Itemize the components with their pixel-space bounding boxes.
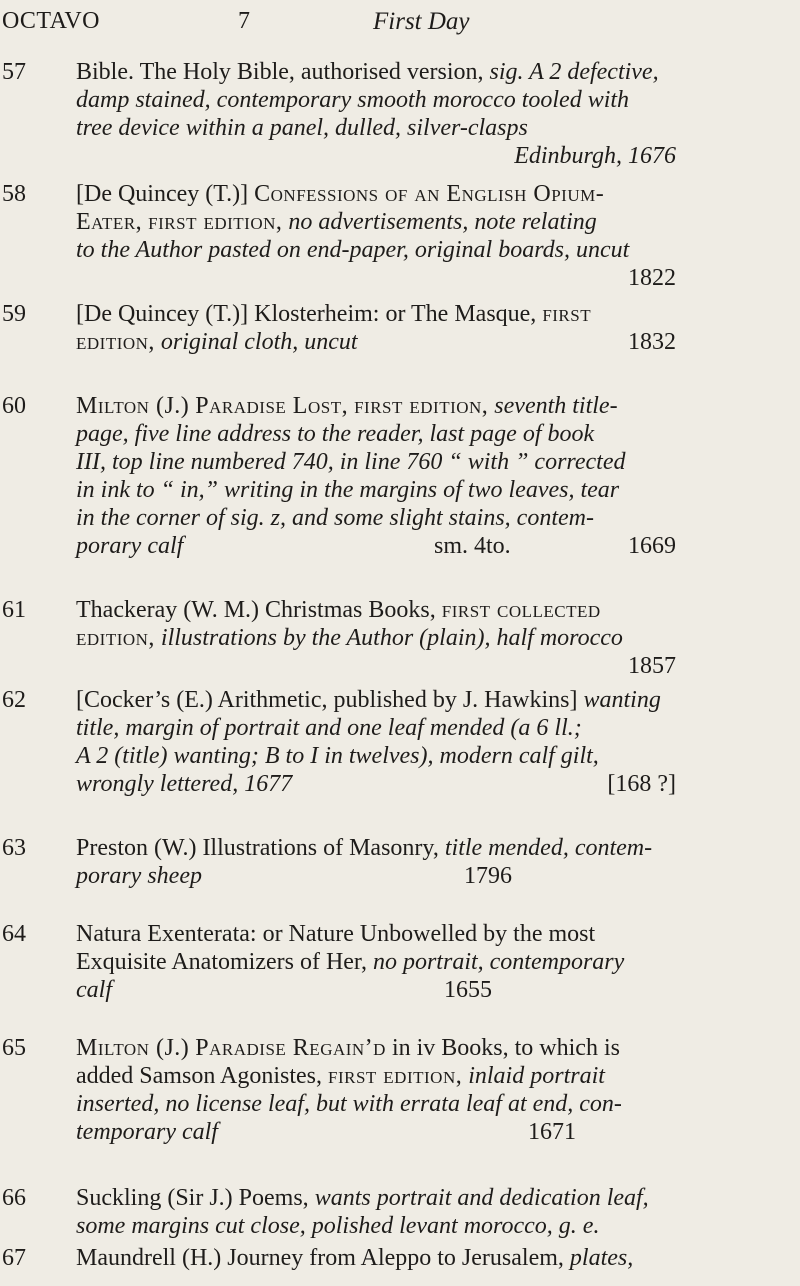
lot-date: [168 ?] xyxy=(607,771,676,797)
lot-number: 67 xyxy=(2,1245,26,1271)
lot-title: The Holy Bible, authorised version, xyxy=(139,59,484,85)
lot-description xyxy=(76,300,676,356)
lot-title: Eater, xyxy=(76,209,143,235)
lot-description xyxy=(76,180,676,292)
lot-number: 63 xyxy=(2,835,26,861)
lot-condition: some margins cut close, polished levant morocco, g. e. xyxy=(76,1213,600,1239)
lot-number: 60 xyxy=(2,393,26,419)
lot-condition: to the Author pasted on end-paper, original boards, uncut xyxy=(76,237,630,263)
lot-number: 61 xyxy=(2,597,26,623)
lot-condition: inserted, no license leaf, but with errata leaf at end, con- xyxy=(76,1091,622,1117)
lot-title: Paradise Regain’d xyxy=(195,1035,386,1061)
lot-number: 58 xyxy=(2,181,26,207)
lot-number: 57 xyxy=(2,59,26,85)
lot-description xyxy=(76,1034,676,1146)
lot-condition: calf xyxy=(76,977,112,1003)
lot-condition: inlaid portrait xyxy=(468,1063,605,1089)
lot-title: Klosterheim: or The Masque, xyxy=(254,301,537,327)
lot-title: added Samson Agonistes, xyxy=(76,1063,322,1089)
lot-condition: tree device within a panel, dulled, silver-clasps xyxy=(76,115,528,141)
lot-date: 1796 xyxy=(464,863,512,889)
page-number: 7 xyxy=(238,8,250,34)
lot-title: Poems, xyxy=(238,1185,309,1211)
lot-description xyxy=(76,1184,676,1240)
lot-date: 1669 xyxy=(628,533,676,559)
lot-author: Thackeray (W. M.) xyxy=(76,597,260,623)
page-header xyxy=(0,8,800,38)
lot-description xyxy=(76,596,676,680)
lot-title: Journey from Aleppo to Jerusalem, xyxy=(227,1245,564,1271)
lot-title: Confessions of an English Opium- xyxy=(254,181,605,207)
lot-description xyxy=(76,920,676,1004)
lot-edition: first edition, xyxy=(148,209,283,235)
lot-description xyxy=(76,1244,676,1272)
lot-date: 1671 xyxy=(528,1119,576,1145)
lot-condition: seventh title- xyxy=(494,393,618,419)
lot-description xyxy=(76,686,676,798)
lot-condition: wants portrait and dedication leaf, xyxy=(314,1185,649,1211)
lot-number: 64 xyxy=(2,921,26,947)
lot-description xyxy=(76,834,676,890)
lot-date: 1857 xyxy=(628,653,676,679)
lot-number: 59 xyxy=(2,301,26,327)
format-heading: OCTAVO xyxy=(2,8,100,34)
sale-day-heading: First Day xyxy=(373,8,470,35)
lot-condition: no advertisements, note relating xyxy=(288,209,597,235)
lot-condition: illustrations by the Author (plain), half morocco xyxy=(160,625,623,651)
lot-condition: temporary calf xyxy=(76,1119,218,1145)
lot-description xyxy=(76,58,676,170)
lot-edition: first xyxy=(542,301,592,327)
lot-author: Maundrell (H.) xyxy=(76,1245,222,1271)
lot-title: Natura Exenterata: or Nature Unbowelled by the most xyxy=(76,921,596,947)
lot-date: 1655 xyxy=(444,977,492,1003)
lot-author: Milton (J.) xyxy=(76,393,190,419)
lot-author: [De Quincey (T.)] xyxy=(76,301,249,327)
lot-condition: porary sheep xyxy=(76,863,202,889)
lot-edition: edition, xyxy=(76,625,155,651)
lot-author: Preston (W.) xyxy=(76,835,197,861)
lot-number: 65 xyxy=(2,1035,26,1061)
lot-edition: edition, xyxy=(76,329,155,355)
lot-condition: no portrait, contemporary xyxy=(372,949,625,975)
lot-author: Bible. xyxy=(76,59,134,85)
lot-author: [De Quincey (T.)] xyxy=(76,181,249,207)
lot-condition: wanting xyxy=(583,687,661,713)
lot-condition: porary calf xyxy=(76,533,184,559)
lot-condition: original cloth, uncut xyxy=(160,329,358,355)
lot-author: Suckling (Sir J.) xyxy=(76,1185,233,1211)
lot-number: 62 xyxy=(2,687,26,713)
lot-number: 66 xyxy=(2,1185,26,1211)
lot-condition: sig. A 2 defective, xyxy=(489,59,659,85)
lot-date: 1822 xyxy=(628,265,676,291)
lot-date: Edinburgh, 1676 xyxy=(514,143,676,169)
lot-format: sm. 4to. xyxy=(434,533,511,559)
lot-condition: title mended, contem- xyxy=(444,835,653,861)
lot-condition: A 2 (title) wanting; B to I in twelves), modern calf gilt, xyxy=(76,743,599,769)
lot-condition: in ink to “ in,” writing in the margins of two leaves, tear xyxy=(76,477,620,503)
lot-date: 1832 xyxy=(628,329,676,355)
lot-title: Paradise Lost, xyxy=(195,393,349,419)
lot-description xyxy=(76,392,676,560)
lot-condition: damp stained, contemporary smooth morocco tooled with xyxy=(76,87,630,113)
lot-title: Christmas Books, xyxy=(265,597,436,623)
lot-condition: page, five line address to the reader, last page of book xyxy=(76,421,595,447)
lot-condition: wrongly lettered, 1677 xyxy=(76,771,293,797)
lot-edition: first collected xyxy=(441,597,601,623)
lot-condition: III, top line numbered 740, in line 760 “ with ” corrected xyxy=(76,449,626,475)
lot-condition: title, margin of portrait and one leaf mended (a 6 ll.; xyxy=(76,715,582,741)
lot-author: [Cocker’s (E.) Arithmetic, published by J. Hawkins] xyxy=(76,687,578,713)
lot-title: Exquisite Anatomizers of Her, xyxy=(76,949,367,975)
lot-title: in iv Books, to which is xyxy=(391,1035,620,1061)
lot-author: Milton (J.) xyxy=(76,1035,190,1061)
lot-edition: first edition, xyxy=(354,393,489,419)
lot-edition: first edition, xyxy=(328,1063,463,1089)
lot-condition: plates, xyxy=(569,1245,634,1271)
lot-title: Illustrations of Masonry, xyxy=(202,835,439,861)
lot-condition: in the corner of sig. z, and some slight stains, contem- xyxy=(76,505,594,531)
